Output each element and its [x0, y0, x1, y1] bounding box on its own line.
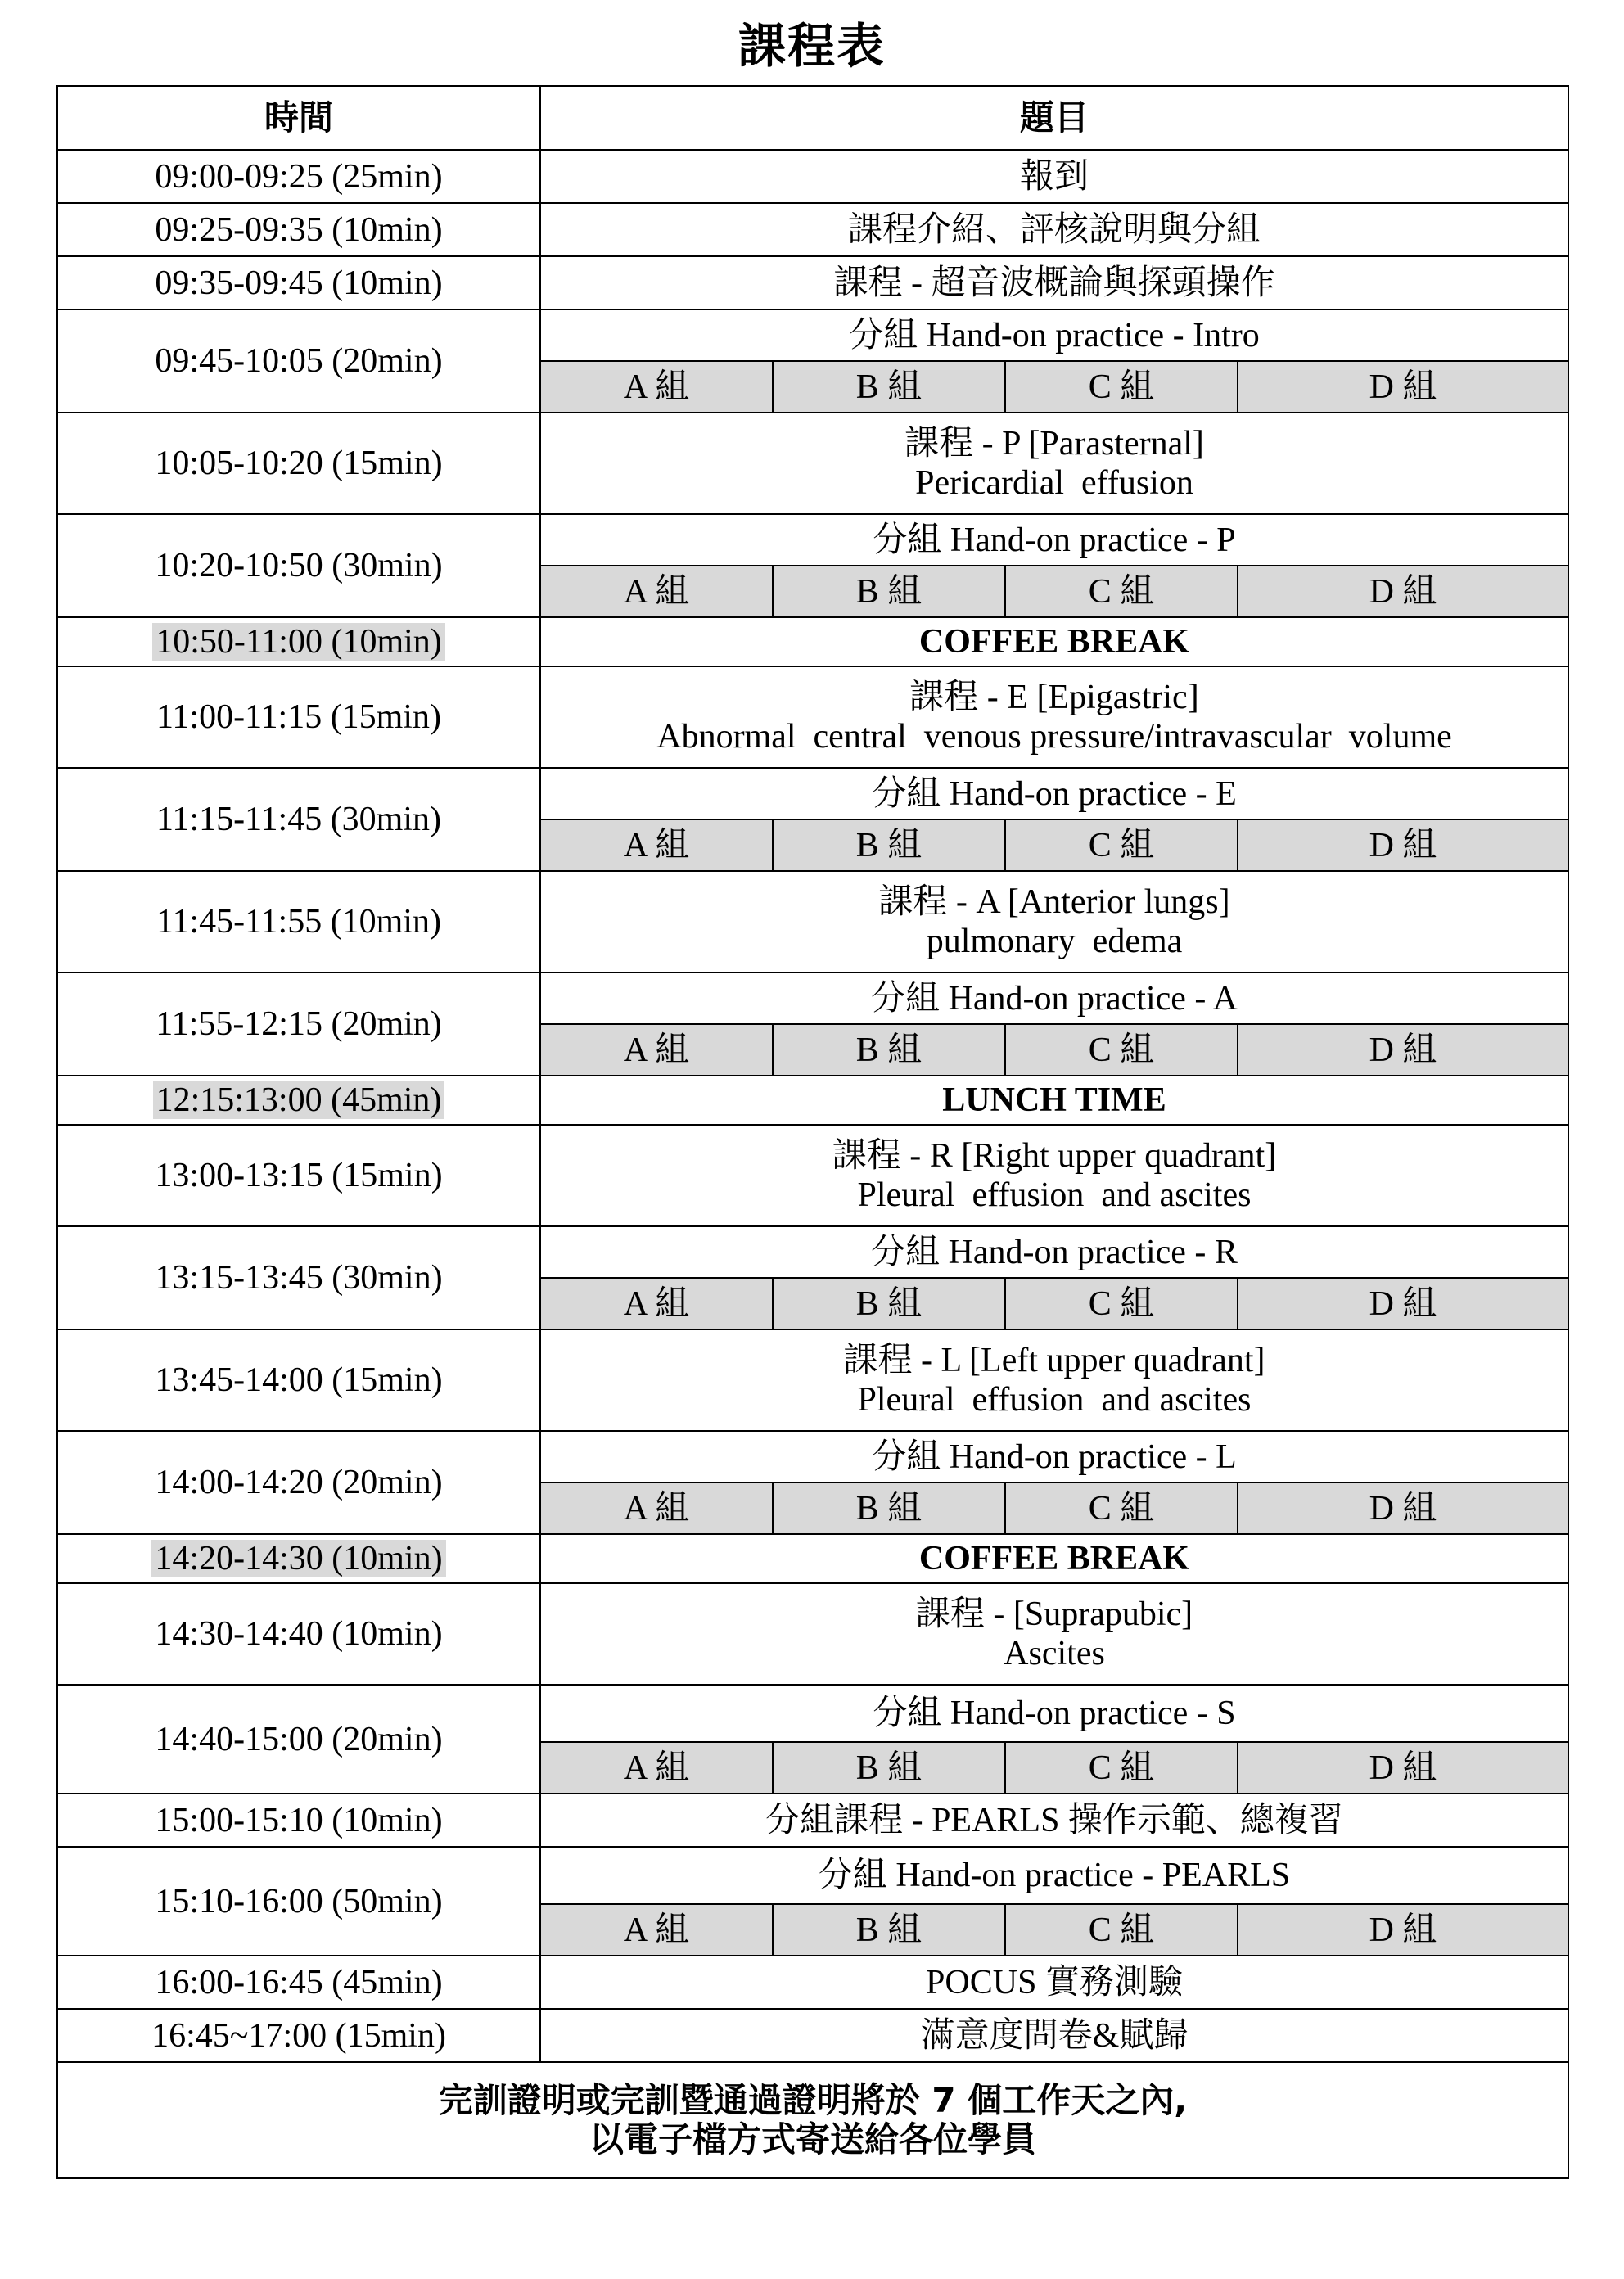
topic-cell [540, 1329, 1568, 1431]
group-a-cell: A 組 [540, 361, 773, 413]
page-title: 課程表 [738, 18, 886, 74]
time-cell: 13:45-14:00 (15min) [57, 1329, 540, 1431]
table-row [57, 1583, 1568, 1685]
group-c-cell: C 組 [1005, 819, 1238, 871]
topic-line-1: 課程 - P [Parasternal] [904, 425, 1204, 463]
time-cell [57, 617, 540, 666]
group-a-cell: A 組 [540, 819, 773, 871]
topic-cell [540, 871, 1568, 973]
topic-line-1: 課程 - [Suprapubic] [915, 1595, 1193, 1633]
time-header: 時間 [57, 86, 540, 150]
topic-cell: 分組 Hand-on practice - P [540, 514, 1568, 566]
group-a-cell: A 組 [540, 1904, 773, 1956]
topic-line-1: 課程 - A [Anterior lungs] [878, 883, 1230, 921]
table-row [57, 1534, 1568, 1583]
table-row [57, 1794, 1568, 1847]
table-row [57, 150, 1568, 203]
footer-row [57, 2062, 1568, 2178]
topic-header: 題目 [540, 86, 1568, 150]
topic-line-2: Abnormal central venous pressure/intravascular volume [656, 718, 1452, 756]
time-cell: 14:00-14:20 (20min) [57, 1431, 540, 1534]
group-c-cell: C 組 [1005, 1278, 1238, 1329]
table-row [57, 973, 1568, 1024]
topic-cell: 課程 - 超音波概論與探頭操作 [540, 256, 1568, 309]
table-row [57, 768, 1568, 819]
table-row [57, 203, 1568, 256]
table-row [57, 514, 1568, 566]
time-cell: 15:00-15:10 (10min) [57, 1794, 540, 1847]
group-a-cell: A 組 [540, 1742, 773, 1794]
group-a-cell: A 組 [540, 566, 773, 617]
time-cell: 09:35-09:45 (10min) [57, 256, 540, 309]
group-c-cell: C 組 [1005, 1482, 1238, 1534]
group-b-cell: B 組 [773, 1742, 1005, 1794]
topic-line-1: 課程 - L [Left upper quadrant] [843, 1342, 1265, 1379]
table-row [57, 666, 1568, 768]
table-row [57, 309, 1568, 361]
group-d-cell: D 組 [1238, 1742, 1568, 1794]
table-row [57, 617, 1568, 666]
table-row [57, 1956, 1568, 2009]
topic-line-2: Pleural effusion and ascites [857, 1381, 1252, 1419]
topic-cell: 分組 Hand-on practice - S [540, 1685, 1568, 1742]
footer-line-2: 以電子檔方式寄送給各位學員 [589, 2119, 1037, 2159]
time-cell: 09:25-09:35 (10min) [57, 203, 540, 256]
group-c-cell: C 組 [1005, 566, 1238, 617]
group-d-cell: D 組 [1238, 1904, 1568, 1956]
table-row [57, 871, 1568, 973]
table-row [57, 2009, 1568, 2062]
topic-cell: 分組課程 - PEARLS 操作示範、總複習 [540, 1794, 1568, 1847]
time-cell: 10:20-10:50 (30min) [57, 514, 540, 617]
group-d-cell: D 組 [1238, 819, 1568, 871]
group-b-cell: B 組 [773, 1904, 1005, 1956]
group-b-cell: B 組 [773, 1024, 1005, 1076]
time-cell: 15:10-16:00 (50min) [57, 1847, 540, 1956]
topic-cell: 報到 [540, 150, 1568, 203]
table-row [57, 1431, 1568, 1482]
table-row [57, 413, 1568, 514]
time-cell [57, 1076, 540, 1125]
group-c-cell: C 組 [1005, 1024, 1238, 1076]
table-row [57, 1076, 1568, 1125]
group-b-cell: B 組 [773, 1278, 1005, 1329]
topic-cell [540, 1583, 1568, 1685]
group-b-cell: B 組 [773, 361, 1005, 413]
header-row [57, 86, 1568, 150]
time-cell: 11:55-12:15 (20min) [57, 973, 540, 1076]
topic-cell: 滿意度問卷&賦歸 [540, 2009, 1568, 2062]
time-cell: 11:15-11:45 (30min) [57, 768, 540, 871]
topic-cell: 分組 Hand-on practice - A [540, 973, 1568, 1024]
group-c-cell: C 組 [1005, 1904, 1238, 1956]
group-b-cell: B 組 [773, 566, 1005, 617]
table-row [57, 1847, 1568, 1904]
lunch-time: 12:15:13:00 (45min) [153, 1081, 445, 1119]
topic-cell: POCUS 實務測驗 [540, 1956, 1568, 2009]
group-a-cell: A 組 [540, 1278, 773, 1329]
group-d-cell: D 組 [1238, 1482, 1568, 1534]
lunch-cell: LUNCH TIME [540, 1076, 1568, 1125]
group-b-cell: B 組 [773, 819, 1005, 871]
topic-cell: 課程介紹、評核說明與分組 [540, 203, 1568, 256]
time-cell: 16:00-16:45 (45min) [57, 1956, 540, 2009]
time-cell: 14:40-15:00 (20min) [57, 1685, 540, 1794]
time-cell: 09:00-09:25 (25min) [57, 150, 540, 203]
time-cell: 11:00-11:15 (15min) [57, 666, 540, 768]
time-cell: 13:00-13:15 (15min) [57, 1125, 540, 1226]
group-c-cell: C 組 [1005, 1742, 1238, 1794]
topic-line-2: Pericardial effusion [915, 464, 1193, 502]
topic-cell [540, 413, 1568, 514]
group-c-cell: C 組 [1005, 361, 1238, 413]
topic-line-1: 課程 - E [Epigastric] [909, 679, 1199, 716]
footer-note [57, 2062, 1568, 2178]
time-cell: 13:15-13:45 (30min) [57, 1226, 540, 1329]
break-time: 10:50-11:00 (10min) [152, 623, 445, 661]
break-cell: COFFEE BREAK [540, 1534, 1568, 1583]
table-row [57, 1125, 1568, 1226]
topic-cell: 分組 Hand-on practice - R [540, 1226, 1568, 1278]
footer-line-1: 完訓證明或完訓暨通過證明將於 7 個工作天之內, [438, 2080, 1188, 2120]
table-row [57, 1226, 1568, 1278]
schedule-table [56, 85, 1569, 2179]
topic-cell [540, 666, 1568, 768]
group-a-cell: A 組 [540, 1482, 773, 1534]
time-cell: 16:45~17:00 (15min) [57, 2009, 540, 2062]
break-cell: COFFEE BREAK [540, 617, 1568, 666]
group-d-cell: D 組 [1238, 1278, 1568, 1329]
topic-cell: 分組 Hand-on practice - PEARLS [540, 1847, 1568, 1904]
group-d-cell: D 組 [1238, 1024, 1568, 1076]
table-row [57, 1685, 1568, 1742]
topic-line-2: Pleural effusion and ascites [857, 1176, 1252, 1214]
table-row [57, 1329, 1568, 1431]
time-cell: 14:30-14:40 (10min) [57, 1583, 540, 1685]
topic-cell: 分組 Hand-on practice - E [540, 768, 1568, 819]
time-cell: 11:45-11:55 (10min) [57, 871, 540, 973]
time-cell: 09:45-10:05 (20min) [57, 309, 540, 413]
table-row [57, 256, 1568, 309]
break-time: 14:20-14:30 (10min) [151, 1540, 445, 1577]
topic-cell: 分組 Hand-on practice - Intro [540, 309, 1568, 361]
topic-cell [540, 1125, 1568, 1226]
time-cell: 10:05-10:20 (15min) [57, 413, 540, 514]
group-d-cell: D 組 [1238, 361, 1568, 413]
group-b-cell: B 組 [773, 1482, 1005, 1534]
group-a-cell: A 組 [540, 1024, 773, 1076]
group-d-cell: D 組 [1238, 566, 1568, 617]
topic-cell: 分組 Hand-on practice - L [540, 1431, 1568, 1482]
topic-line-2: pulmonary edema [926, 923, 1183, 960]
topic-line-1: 課程 - R [Right upper quadrant] [832, 1137, 1277, 1175]
topic-line-2: Ascites [1004, 1635, 1105, 1672]
time-cell [57, 1534, 540, 1583]
